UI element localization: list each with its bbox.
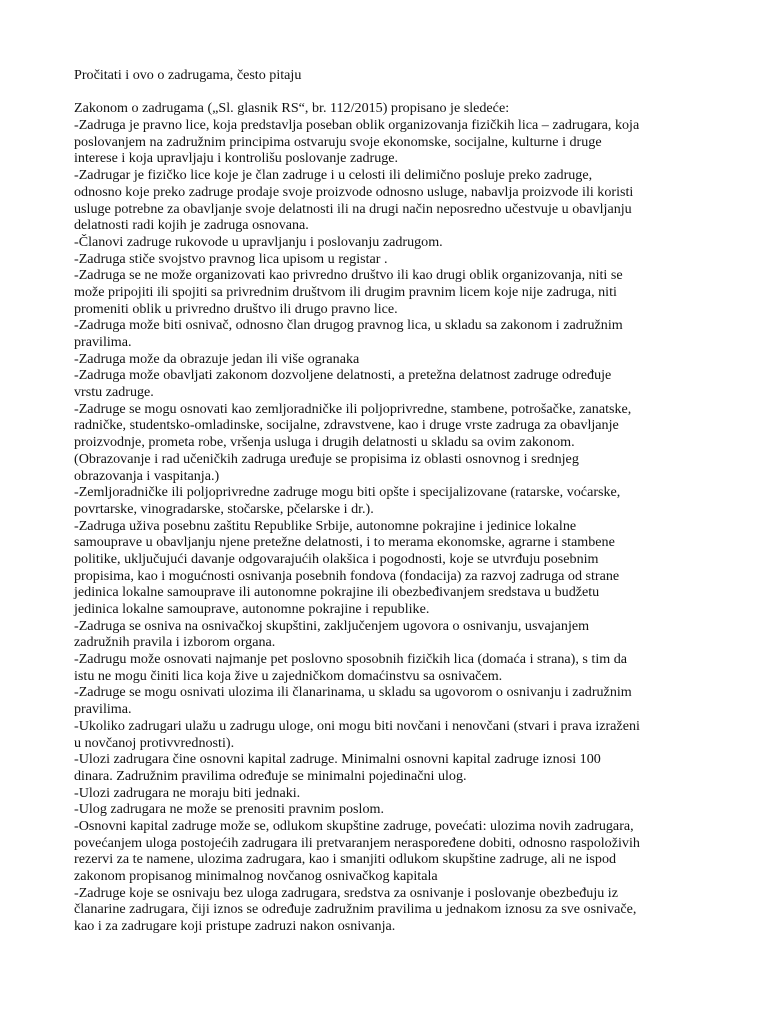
text-line: -Zadruga uživa posebnu zaštitu Republike Srbije, autonomne pokrajine i jedinice lokalne [74, 517, 577, 534]
text-line: rezervi za te namene, ulozima zadrugara, kao i smanjiti odlukom skupštine zadruge, ali ne ispod [74, 851, 617, 868]
text-line: -Zadruga može biti osnivač, odnosno član drugog pravnog lica, u skladu sa zakonom i zadružnim [74, 317, 623, 334]
text-line: propisima, kao i mogućnosti osnivanja posebnih fondova (fondacija) za razvoj zadruga od strane [74, 567, 620, 584]
text-line: pravilima. [74, 701, 132, 718]
text-line: -Zadruga se osniva na osnivačkoj skupštini, zaključenjem ugovora o osnivanju, usvajanjem [74, 617, 590, 634]
text-line: pravilima. [74, 334, 132, 350]
text-line: članarine zadrugara, čiji iznos se određuje zadružnim pravilima u jednakom iznosu za sve osnivače, [74, 901, 637, 918]
text-line: -Zadruge se mogu osnivati ulozima ili članarinama, u skladu sa ugovorom o osnivanju i zadružnim [74, 684, 632, 701]
text-line: -Zadruga može da obrazuje jedan ili više ogranaka [74, 350, 360, 367]
text-line: -Ulozi zadrugara ne moraju biti jednaki. [74, 784, 301, 801]
text-line: poslovanjem na zadružnim principima ostvaruju svoje ekonomske, socijalne, kulturne i druge [74, 133, 602, 150]
text-line: interese i koja upravljaju i kontrolišu poslovanje zadruge. [74, 150, 399, 167]
text-line: -Zadruga se ne može organizovati kao privredno društvo ili kao drugi oblik organizovanja, niti se [74, 267, 623, 284]
text-line: Zakonom o zadrugama („Sl. glasnik RS“, br. 112/2015) propisano je sledeće: [74, 100, 510, 117]
text-line: zadružnih pravila i izborom organa. [74, 634, 276, 651]
text-line: -Osnovni kapital zadruge može se, odlukom skupštine zadruge, povećati: ulozima novih zadrugara, [74, 817, 634, 834]
text-line: -Zadruga je pravno lice, koja predstavlja poseban oblik organizovanja fizičkih lica – zadrugara, koja [74, 117, 640, 134]
text-line: povećanjem uloga postojećih zadrugara ili pretvaranjem neraspoređene dobiti, odnosno raspoloživih [74, 834, 640, 851]
text-line: povrtarske, vinogradarske, stočarske, pčelarske i dr.). [74, 500, 374, 517]
text-line: proizvodnje, prometa robe, vršenja usluga i drugih delatnosti u skladu sa ovim zakonom. [74, 434, 575, 451]
text-line: -Ukoliko zadrugari ulažu u zadrugu uloge, oni mogu biti novčani i nenovčani (stvari i prava izraženi [74, 717, 640, 734]
text-line: -Zadruga stiče svojstvo pravnog lica upisom u registar . [74, 250, 388, 267]
text-line: -Zadruga može obavljati zakonom dozvoljene delatnosti, a pretežna delatnost zadruge određuje [74, 367, 612, 384]
text-line: (Obrazovanje i rad učeničkih zadruga uređuje se propisima iz oblasti osnovnog i srednjeg [74, 450, 579, 467]
text-line: istu ne mogu činiti lica koja žive u zajedničkom domaćinstvu sa osnivačem. [74, 667, 503, 684]
text-line: zakonom propisanog minimalnog novčanog osnivačkog kapitala [74, 868, 438, 884]
text-line: može pripojiti ili spojiti sa privrednim društvom ili drugim pravnim licem koje nije zadruga, niti [74, 283, 617, 300]
text-line: usluge potrebne za obavljanje svoje delatnosti ili na drugi način neposredno učestvuje u obavljanju [74, 200, 632, 217]
document-body [74, 67, 706, 935]
text-line: -Zadruge koje se osnivaju bez uloga zadrugara, sredstva za osnivanje i poslovanje obezbeđuju iz [74, 884, 618, 901]
text-line: jedinica lokalne samouprave, autonomne pokrajine i republike. [74, 601, 430, 617]
text-line: jedinica lokalne samouprave ili autonomne pokrajine ili obezbeđivanjem sredstava u budžetu [74, 584, 600, 601]
text-line: u novčanoj protivvrednosti). [74, 734, 235, 751]
text-line: -Ulozi zadrugara čine osnovni kapital zadruge. Minimalni osnovni kapital zadruge iznosi 100 [74, 751, 601, 768]
text-line: politike, uključujući davanje odgovarajućih olakšica i pogodnosti, koje se utvrđuju posebnim [74, 550, 599, 567]
text-line: -Zadruge se mogu osnovati kao zemljoradničke ili poljoprivredne, stambene, potrošačke, zanatske, [74, 400, 632, 417]
text-line: odnosno koje preko zadruge prodaje svoje proizvode odnosno usluge, nabavlja proizvode ili koristi [74, 183, 634, 200]
text-line: -Članovi zadruge rukovode u upravljanju i poslovanju zadrugom. [74, 233, 443, 250]
text-line: promeniti oblik u privredno društvo ili drugo pravno lice. [74, 300, 398, 317]
text-line: delatnosti radi kojih je zadruga osnovana. [74, 217, 309, 234]
text-line: -Zadrugar je fizičko lice koje je član zadruge i u celosti ili delimično posluje preko zadruge, [74, 167, 593, 184]
document-text-lines [74, 100, 706, 934]
text-line: vrstu zadruge. [74, 384, 154, 401]
text-line: samouprave u obavljanju njene pretežne delatnosti, i to merama ekonomske, agrarne i stambene [74, 534, 615, 551]
text-line: kao i za zadrugare koji pristupe zadruzi nakon osnivanja. [74, 918, 396, 935]
paragraph-spacer [74, 84, 706, 101]
document-heading: Pročitati i ovo o zadrugama, često pitaju [74, 67, 302, 83]
text-line: radničke, studentsko-omladinske, socijalne, zdravstvene, kao i druge vrste zadruga za obavljanje [74, 417, 619, 434]
text-line: obrazovanja i vaspitanja.) [74, 467, 220, 484]
text-line: -Zadrugu može osnovati najmanje pet poslovno sposobnih fizičkih lica (domaća i strana), s tim da [74, 651, 628, 668]
text-line: -Zemljoradničke ili poljoprivredne zadruge mogu biti opšte i specijalizovane (ratarske, voćarske, [74, 484, 621, 501]
text-line: -Ulog zadrugara ne može se prenositi pravnim poslom. [74, 801, 384, 818]
text-line: dinara. Zadružnim pravilima određuje se minimalni pojedinačni ulog. [74, 767, 467, 784]
